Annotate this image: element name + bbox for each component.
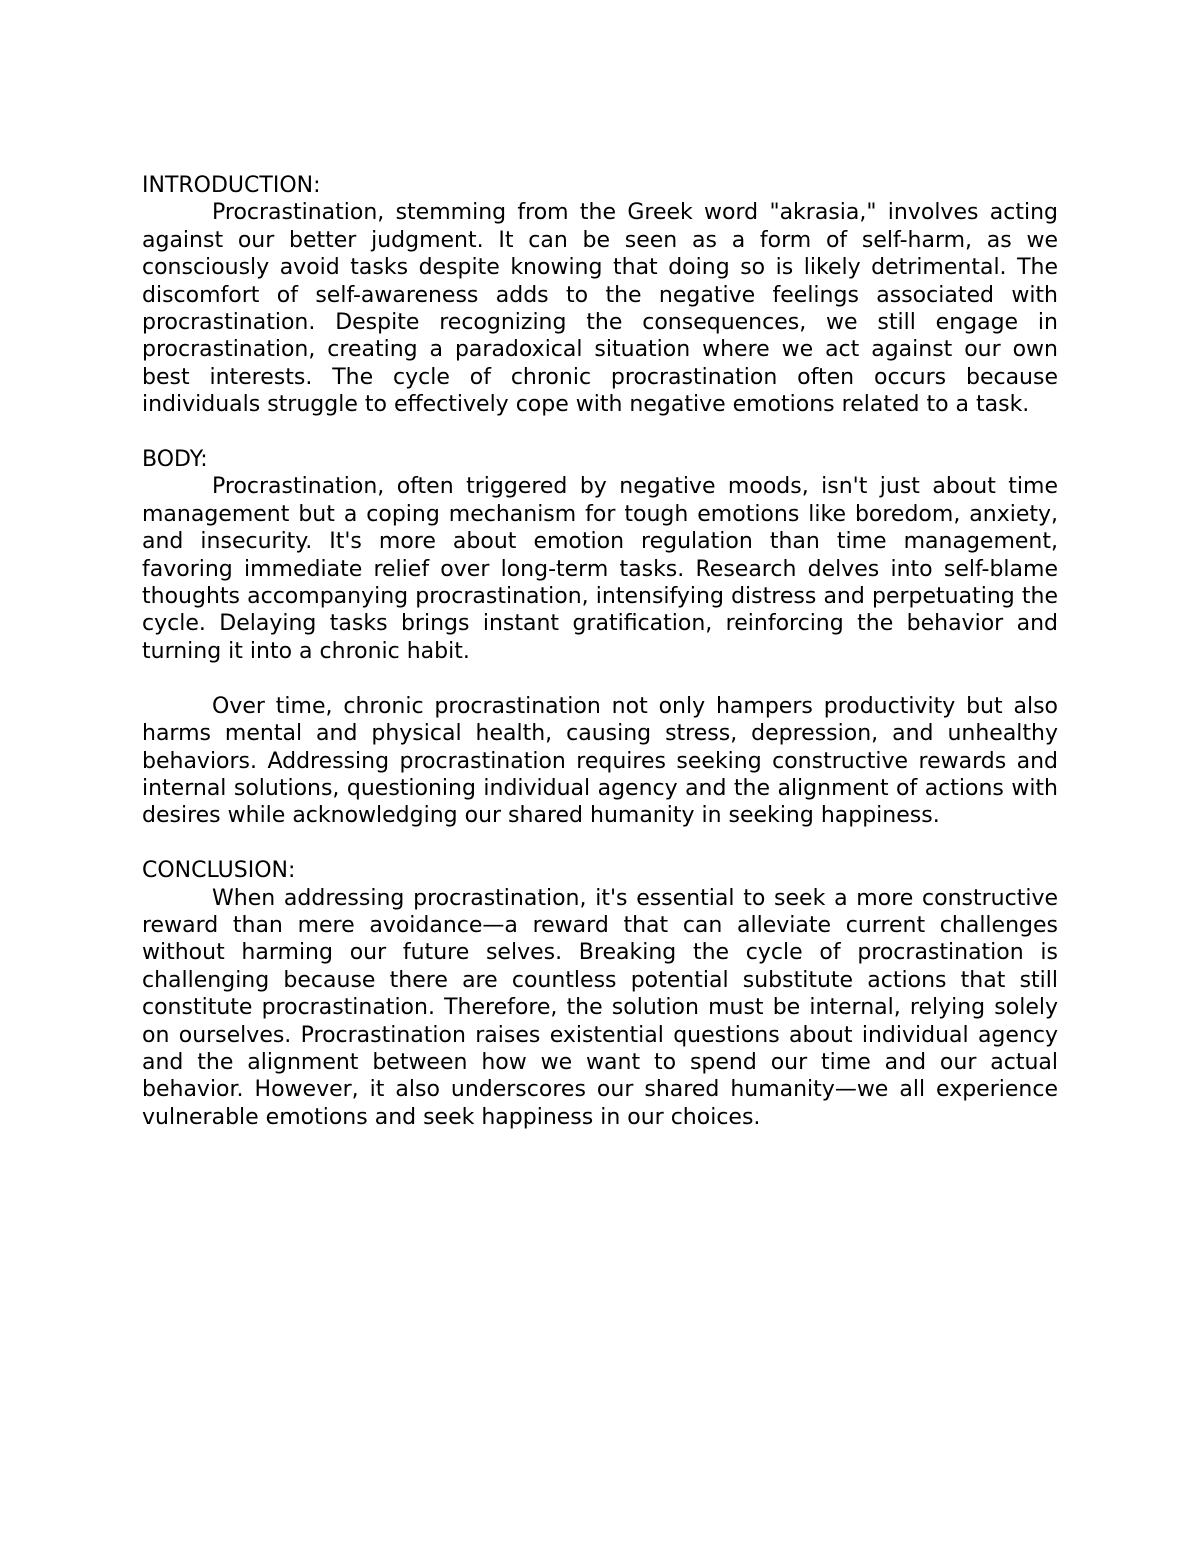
introduction-section bbox=[142, 172, 1058, 419]
body-section bbox=[142, 446, 1058, 830]
conclusion-section bbox=[142, 857, 1058, 1131]
section-spacer bbox=[142, 419, 1058, 446]
conclusion-paragraph: When addressing procrastination, it's essential to seek a more constructive reward than mere avoidance—a reward that can alleviate current challenges without harming our future selves. Breaking the cycle of procrastination is challenging because there are countless potential substitute actions that still constitute procrastination. Therefore, the solution must be internal, relying solely on ourselves. Procrastination raises existential questions about individual agency and the alignment between how we want to spend our time and our actual behavior. However, it also underscores our shared humanity—we all experience vulnerable emotions and seek happiness in our choices. bbox=[142, 885, 1058, 1130]
introduction-paragraph: Procrastination, stemming from the Greek word "akrasia," involves acting against our better judgment. It can be seen as a form of self-harm, as we consciously avoid tasks despite knowing that doing so is likely detrimental. The discomfort of self-awareness adds to the negative feelings associated with procrastination. Despite recognizing the consequences, we still engage in procrastination, creating a paradoxical situation where we act against our own best interests. The cycle of chronic procrastination often occurs because individuals struggle to effectively cope with negative emotions related to a task. bbox=[142, 200, 1058, 418]
section-spacer bbox=[142, 830, 1058, 857]
body-heading: BODY: bbox=[142, 447, 208, 473]
body-paragraph-1: Procrastination, often triggered by negative moods, isn't just about time management but a coping mechanism for tough emotions like boredom, anxiety, and insecurity. It's more about emotion regulation than time management, favoring immediate relief over long-term tasks. Research delves into self-blame thoughts accompanying procrastination, intensifying distress and perpetuating the cycle. Delaying tasks brings instant gratification, reinforcing the behavior and turning it into a chronic habit. bbox=[142, 474, 1058, 664]
body-paragraph-2: Over time, chronic procrastination not only hampers productivity but also harms mental and physical health, causing stress, depression, and unhealthy behaviors. Addressing procrastination requires seeking constructive rewards and internal solutions, questioning individual agency and the alignment of actions with desires while acknowledging our shared humanity in seeking happiness. bbox=[142, 693, 1058, 829]
paragraph-spacer bbox=[142, 665, 1058, 692]
conclusion-heading: CONCLUSION: bbox=[142, 858, 296, 884]
introduction-heading: INTRODUCTION: bbox=[142, 173, 321, 198]
document-page bbox=[142, 172, 1058, 1131]
